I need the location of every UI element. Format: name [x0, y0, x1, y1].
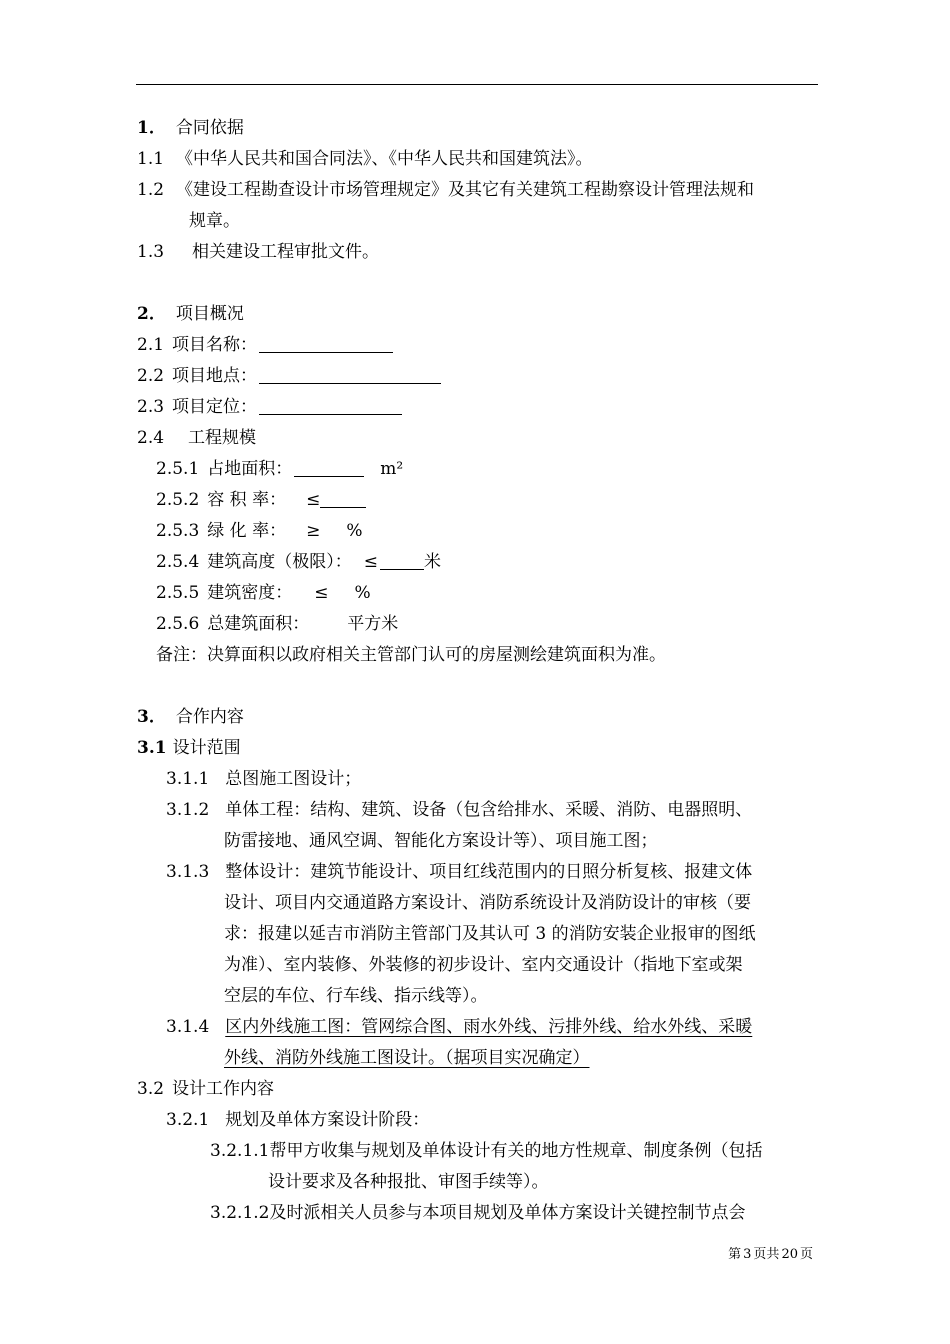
item-1-1: 1.1 《中华人民共和国合同法》、《中华人民共和国建筑法》。	[137, 149, 593, 169]
plot-ratio-blank[interactable]	[320, 489, 366, 508]
item-1-2: 1.2 《建设工程勘查设计市场管理规定》及其它有关建筑工程勘察设计管理法规和	[137, 180, 755, 200]
item-3-1-3: 3.1.3 整体设计：建筑节能设计、项目红线范围内的日照分析复核、报建文体	[166, 862, 753, 882]
item-2-2: 2.2 项目地点：	[137, 365, 441, 387]
item-2-5-5: 2.5.5 建筑密度： ≤ %	[156, 583, 371, 603]
item-3-1-3-cont-3: 为准）、室内装修、外装修的初步设计、室内交通设计（指地下室或架	[224, 955, 743, 975]
item-3-1-3-cont-2: 求：报建以延吉市消防主管部门及其认可 3 的消防安装企业报审的图纸	[224, 924, 756, 944]
item-2-5-4: 2.5.4 建筑高度（极限）： ≤ 米	[156, 552, 442, 572]
item-3-1-1: 3.1.1 总图施工图设计；	[166, 769, 362, 789]
item-3-1-3-cont-4: 空层的车位、行车线、指示线等）。	[224, 986, 488, 1006]
item-2-5-1: 2.5.1 占地面积： m²	[156, 459, 404, 479]
item-3-2-1-1: 3.2.1.1帮甲方收集与规划及单体设计有关的地方性规章、制度条例（包括	[210, 1141, 763, 1161]
item-3-2: 3.2 设计工作内容	[137, 1079, 275, 1099]
section-1-heading: 1． 合同依据	[137, 118, 244, 138]
item-3-2-1: 3.2.1 规划及单体方案设计阶段：	[166, 1110, 430, 1130]
project-location-blank[interactable]	[259, 365, 441, 384]
item-3-1: 3.1 设计范围	[137, 738, 241, 758]
item-2-3: 2.3 项目定位：	[137, 396, 402, 418]
item-3-2-1-2: 3.2.1.2及时派相关人员参与本项目规划及单体方案设计关键控制节点会	[210, 1203, 746, 1223]
page-footer: 第 3 页共 20 页	[728, 1247, 813, 1262]
item-3-1-2-cont: 防雷接地、通风空调、智能化方案设计等）、项目施工图；	[224, 831, 658, 851]
item-3-1-4: 3.1.4 区内外线施工图：管网综合图、雨水外线、污排外线、给水外线、采暖	[166, 1017, 753, 1037]
item-1-2-cont: 规章。	[189, 211, 240, 231]
project-positioning-blank[interactable]	[259, 396, 402, 415]
item-3-2-1-1-cont: 设计要求及各种报批、审图手续等）。	[268, 1172, 549, 1192]
item-3-1-4-cont: 外线、消防外线施工图设计。（据项目实况确定）	[224, 1048, 590, 1068]
land-area-blank[interactable]	[294, 458, 364, 477]
section-3-heading: 3． 合作内容	[137, 707, 244, 727]
item-3-1-2: 3.1.2 单体工程：结构、建筑、设备（包含给排水、采暖、消防、电器照明、	[166, 800, 753, 820]
item-2-5-3: 2.5.3 绿 化 率： ≥ %	[156, 521, 363, 541]
item-2-5-2: 2.5.2 容 积 率： ≤	[156, 489, 366, 511]
item-1-3: 1.3 相关建设工程审批文件。	[137, 242, 380, 262]
section-2-heading: 2． 项目概况	[137, 304, 244, 324]
project-name-blank[interactable]	[259, 334, 393, 353]
note: 备注：决算面积以政府相关主管部门认可的房屋测绘建筑面积为准。	[156, 645, 666, 665]
item-2-4: 2.4 工程规模	[137, 428, 257, 448]
building-height-blank[interactable]	[380, 551, 424, 570]
item-2-1: 2.1 项目名称：	[137, 334, 393, 356]
item-2-5-6: 2.5.6 总建筑面积： 平方米	[156, 614, 399, 634]
header-rule	[136, 84, 818, 85]
item-3-1-3-cont-1: 设计、项目内交通道路方案设计、消防系统设计及消防设计的审核（要	[224, 893, 751, 913]
